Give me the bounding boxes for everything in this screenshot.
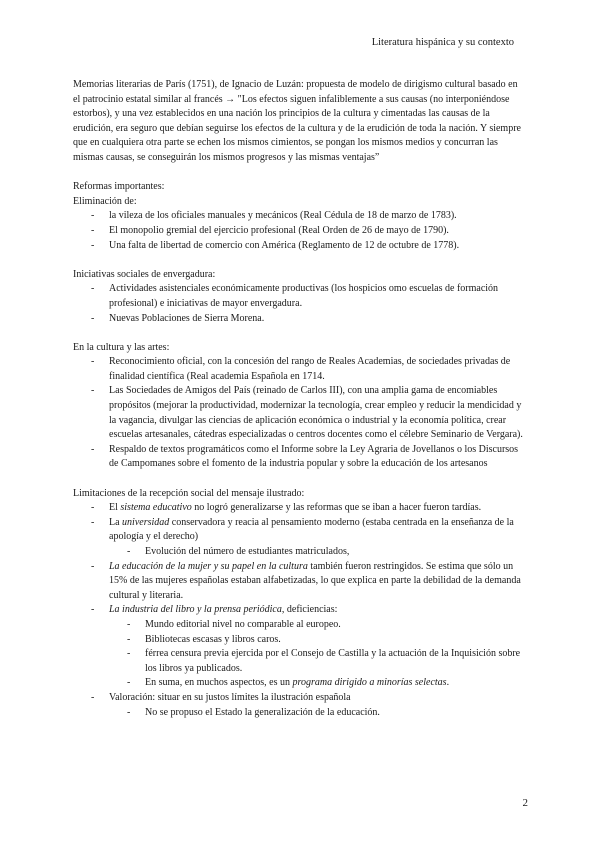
page-number: 2 bbox=[522, 797, 528, 809]
list-item: - Actividades asistenciales económicamente productivas (los hospicios omo escuelas de formación profesional) e iniciativas de mayor envergadura. bbox=[73, 282, 525, 311]
list-item: - la vileza de los oficiales manuales y mecánicos (Real Cédula de 18 de marzo de 1783). bbox=[73, 209, 525, 224]
limitaciones-list bbox=[73, 501, 525, 720]
list-item: - Nuevas Poblaciones de Sierra Morena. bbox=[73, 312, 525, 327]
sub-list bbox=[109, 545, 525, 560]
list-item: - La industria del libro y la prensa periódica, deficiencias: - Mundo editorial nivel no comparable al europeo. - Bibliotecas escasas y libros caros. - férrea censura previa ejercida por el Consejo de Castilla y la actuación de la Inquisición sobre los libros ya publicados. - En suma, en muchos aspectos, es un programa dirigido a minorías selectas. bbox=[73, 603, 525, 691]
intro-paragraph bbox=[73, 78, 525, 166]
reformas-list bbox=[73, 209, 525, 253]
reformas-heading: Reformas importantes: bbox=[73, 181, 165, 193]
running-header: Literatura hispánica y su contexto bbox=[371, 37, 514, 48]
emphasis: sistema educativo bbox=[120, 502, 192, 514]
iniciativas-heading: Iniciativas sociales de envergadura: bbox=[73, 268, 216, 280]
sub-list-item: - férrea censura previa ejercida por el Consejo de Castilla y la actuación de la Inquisición sobre los libros ya publicados. bbox=[109, 647, 525, 676]
arrow-icon: → bbox=[225, 93, 236, 105]
intro-quote: "Los efectos siguen infaliblemente a sus causas (no interponiéndose estorbos), y una vez establecidos en una nación los principios de la cultura y cimentadas las causas de la erudición, era seguro que debían seguirse los efectos de la cultura y de la erudición de toda la nación. Y siempre que en cualquiera otra parte se echen los mismos cimientos, se pongan los mismos medios y concurran las mismas causas, se conseguirán los mismos progresos y las mismas ventajas” bbox=[73, 93, 521, 163]
list-item: - La universidad conservadora y reacia al pensamiento moderno (estaba centrada en la enseñanza de la apología y el derecho) - Evolución del número de estudiantes matriculados, bbox=[73, 516, 525, 560]
eliminacion-heading: Eliminación de: bbox=[73, 195, 137, 207]
list-item: - El monopolio gremial del ejercicio profesional (Real Orden de 26 de mayo de 1790). bbox=[73, 224, 525, 239]
page-body bbox=[73, 78, 525, 720]
sub-list-item: - No se propuso el Estado la generalización de la educación. bbox=[109, 706, 525, 721]
emphasis: universidad bbox=[122, 516, 170, 528]
limitaciones-heading: Limitaciones de la recepción social del mensaje ilustrado: bbox=[73, 487, 305, 499]
list-item: - El sistema educativo no logró generalizarse y las reformas que se iban a hacer fueron tardías. bbox=[73, 501, 525, 516]
list-item: - Respaldo de textos programáticos como el Informe sobre la Ley Agraria de Jovellanos o los Discursos de Campomanes sobre el fomento de la industria popular y sobre la educación de los artesanos bbox=[73, 443, 525, 472]
sub-list bbox=[109, 618, 525, 691]
list-item: - La educación de la mujer y su papel en la cultura también fueron restringidos. Se estima que sólo un 15% de las mujeres españolas estaban alfabetizadas, lo que explica en parte la debilidad de la demanda cultural y literaria. bbox=[73, 560, 525, 604]
list-item: - Valoración: situar en su justos límites la ilustración española - No se propuso el Estado la generalización de la educación. bbox=[73, 691, 525, 720]
sub-list-item: - En suma, en muchos aspectos, es un programa dirigido a minorías selectas. bbox=[109, 676, 525, 691]
list-item: - Reconocimiento oficial, con la concesión del rango de Reales Academias, de sociedades privadas de finalidad científica (Real academia Española en 1714. bbox=[73, 355, 525, 384]
list-item: - Las Sociedades de Amigos del País (reinado de Carlos III), con una amplia gama de encomiables propósitos (mejorar la productividad, modernizar la tecnología, crear empleo y reducir la mendicidad y la vagancia, divulgar las ciencias de aplicación económica o industrial y la economía política, crear escuelas artesanales, cátedras especializadas o centros docentes como el célebre Seminario de Vergara). bbox=[73, 384, 525, 442]
cultura-heading: En la cultura y las artes: bbox=[73, 341, 170, 353]
sub-list-item: - Mundo editorial nivel no comparable al europeo. bbox=[109, 618, 525, 633]
intro-text: Memorias literarias de París (1751), de Ignacio de Luzán: propuesta de modelo de dirigismo cultural basado en el patrocinio estatal similar al francés bbox=[73, 79, 518, 105]
list-item: - Una falta de libertad de comercio con América (Reglamento de 12 de octubre de 1778). bbox=[73, 239, 525, 254]
emphasis: La educación de la mujer y su papel en la cultura bbox=[109, 560, 308, 572]
sub-list bbox=[109, 706, 525, 721]
iniciativas-list bbox=[73, 282, 525, 326]
cultura-list bbox=[73, 355, 525, 472]
emphasis: La industria del libro y la prensa periódica bbox=[109, 604, 282, 616]
sub-list-item: - Evolución del número de estudiantes matriculados, bbox=[109, 545, 525, 560]
emphasis: programa dirigido a minorías selectas bbox=[292, 677, 447, 689]
sub-list-item: - Bibliotecas escasas y libros caros. bbox=[109, 633, 525, 648]
